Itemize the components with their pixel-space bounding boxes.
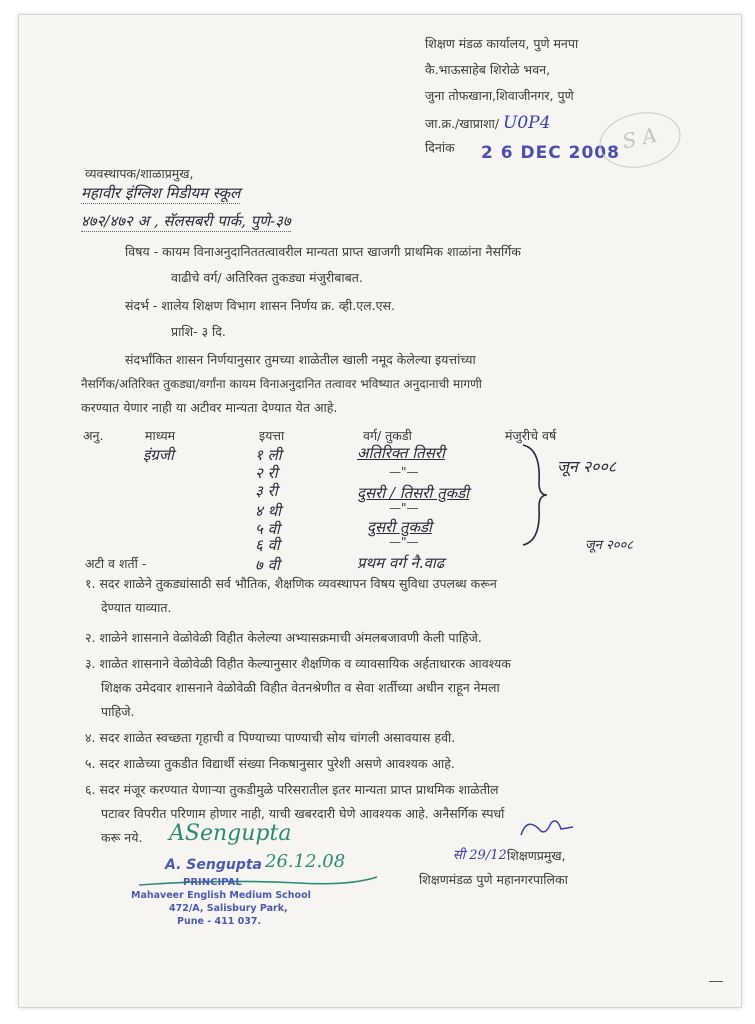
- office-line-2: कै.भाऊसाहेब शिरोळे भवन,: [425, 62, 551, 77]
- authority-signature-icon: [517, 815, 577, 843]
- condition-4-line-1: ४. सदर शाळेत स्वच्छता गृहाची व पिण्याच्या पाण्याची सोय चांगली असावयास हवी.: [85, 730, 456, 745]
- condition-1-line-2: देण्यात याव्यात.: [101, 600, 172, 615]
- date-stamp: 2 6 DEC 2008: [481, 143, 620, 163]
- division-4: —"—: [389, 501, 419, 515]
- medium-value: इंग्रजी: [143, 446, 174, 464]
- year-bracket-icon: [519, 443, 549, 547]
- condition-3-line-1: ३. शाळेत शासनाने वेळोवेळी विहीत केल्यानुसार शैक्षणिक व व्यावसायिक अर्हताधारक आवश्यक: [85, 656, 511, 671]
- table-header-year: मंजुरीचे वर्ष: [505, 428, 557, 443]
- ref-handwritten: U0P4: [503, 113, 551, 133]
- principal-address-1: 472/A, Salisbury Park,: [169, 903, 288, 914]
- condition-3-line-2: शिक्षक उमेदवार शासनाने वेळोवेळी विहीत वेतनश्रेणीत व सेवा शर्तीच्या अधीन राहून नेमला: [101, 680, 500, 695]
- condition-6-line-3: करू नये.: [101, 830, 143, 845]
- division-2: —"—: [389, 465, 419, 479]
- principal-signature: ASengupta: [169, 821, 292, 846]
- division-3: दुसरी / तिसरी तुकडी: [357, 484, 470, 502]
- year-main: जून २००८: [557, 457, 617, 476]
- grade-3: ३ री: [255, 482, 278, 500]
- condition-6-line-1: ६. सदर मंजूर करण्यात येणाऱ्या तुकडीमुळे परिसरातील इतर मान्यता प्राप्त प्राथमिक शाळेतील: [85, 782, 499, 797]
- grade-7: ७ वी: [255, 556, 280, 574]
- principal-title: PRINCIPAL: [183, 877, 242, 888]
- ref-label: जा.क्र./खाप्राशा/: [425, 116, 500, 131]
- condition-1-line-1: १. सदर शाळेने तुकड्यांसाठी सर्व भौतिक, शैक्षणिक व्यवस्थापन विषय सुविधा उपलब्ध करून: [85, 576, 497, 591]
- table-header-grade: इयत्ता: [259, 428, 285, 443]
- conditions-label: अटी व शर्ती -: [85, 556, 147, 571]
- division-1: अतिरिक्त तिसरी: [357, 444, 445, 462]
- authority-line-1: शिक्षणप्रमुख,: [507, 848, 566, 863]
- subject-label: विषय -: [125, 244, 159, 259]
- grade-2: २ री: [255, 464, 278, 482]
- signature-stroke-icon: [139, 875, 379, 891]
- scan-mark: [709, 981, 723, 982]
- addressee-label: व्यवस्थापक/शाळाप्रमुख,: [85, 166, 194, 181]
- addressee-address: ४७२/४७२ अ , सॅलसबरी पार्क, पुणे-३७: [81, 212, 291, 230]
- addressee-name: महावीर इंग्लिश मिडीयम स्कूल: [81, 184, 241, 202]
- office-line-3: जुना तोफखाना,शिवाजीनगर, पुणे: [425, 88, 574, 103]
- body-line-2: नैसर्गिक/अतिरिक्त तुकड्या/वर्गांना कायम विनाअनुदानित तत्वावर भविष्यात अनुदानाची मागणी: [81, 377, 482, 391]
- reference-label: संदर्भ -: [125, 298, 158, 313]
- condition-6-line-2: पटावर विपरीत परिणाम होणार नाही, याची खबरदारी घेणे आवश्यक आहे. अनैसर्गिक स्पर्धा: [101, 806, 505, 821]
- principal-school: Mahaveer English Medium School: [131, 890, 311, 901]
- reference-text-1: शालेय शिक्षण विभाग शासन निर्णय क्र. व्ही.एल.एस.: [161, 298, 395, 313]
- grade-6: ६ वी: [255, 536, 280, 554]
- date-label: दिनांक: [425, 140, 455, 155]
- year-last: जून २००८: [585, 538, 634, 553]
- principal-sign-date: 26.12.08: [265, 851, 346, 872]
- division-5: दुसरी तुकडी: [367, 518, 432, 536]
- condition-2-line-1: २. शाळेने शासनाने वेळोवेळी विहीत केलेल्या अभ्यासक्रमाची अंमलबजावणी केली पाहिजे.: [85, 630, 482, 645]
- division-6: —"—: [389, 535, 419, 549]
- table-header-medium: माध्यम: [145, 428, 176, 443]
- principal-name: A. Sengupta: [165, 857, 262, 873]
- grade-4: ४ थी: [255, 502, 282, 520]
- subject-line-1: [125, 243, 521, 260]
- body-line-3: करण्यात येणार नाही या अटीवर मान्यता देण्यात येत आहे.: [81, 400, 338, 415]
- grade-1: १ ली: [255, 446, 282, 464]
- reference-line-2: प्राशि- ३ दि.: [171, 324, 226, 339]
- table-header-serial: अनु.: [83, 428, 104, 443]
- reference-number: [425, 113, 550, 133]
- body-line-1: संदर्भांकित शासन निर्णयानुसार तुमच्या शाळेतील खाली नमूद केलेल्या इयत्तांच्या: [125, 352, 476, 367]
- corner-seal: [594, 105, 685, 175]
- authority-line-2: शिक्षणमंडळ पुणे महानगरपालिका: [419, 872, 568, 887]
- condition-5-line-1: ५. सदर शाळेच्या तुकडीत विद्यार्थी संख्या निकषानुसार पुरेशी असणे आवश्यक आहे.: [85, 756, 455, 771]
- authority-initials: सी 29/12: [453, 848, 507, 863]
- principal-address-2: Pune - 411 037.: [177, 916, 262, 927]
- condition-3-line-3: पाहिजे.: [101, 704, 135, 719]
- letter-page: [18, 14, 742, 1008]
- division-7: प्रथम वर्ग नै.वाढ: [357, 554, 445, 572]
- reference-line-1: [125, 297, 395, 314]
- subject-line-2: वाढीचे वर्ग/ अतिरिक्त तुकड्या मंजुरीबाबत.: [171, 270, 363, 285]
- office-line-1: शिक्षण मंडळ कार्यालय, पुणे मनपा: [425, 36, 579, 51]
- table-header-division: वर्ग/ तुकडी: [363, 428, 412, 443]
- subject-text-1: कायम विनाअनुदानिततत्वावरील मान्यता प्राप्त खाजगी प्राथमिक शाळांना नैसर्गिक: [162, 244, 521, 259]
- grade-5: ५ वी: [255, 520, 280, 538]
- corner-mark: S A: [620, 122, 659, 154]
